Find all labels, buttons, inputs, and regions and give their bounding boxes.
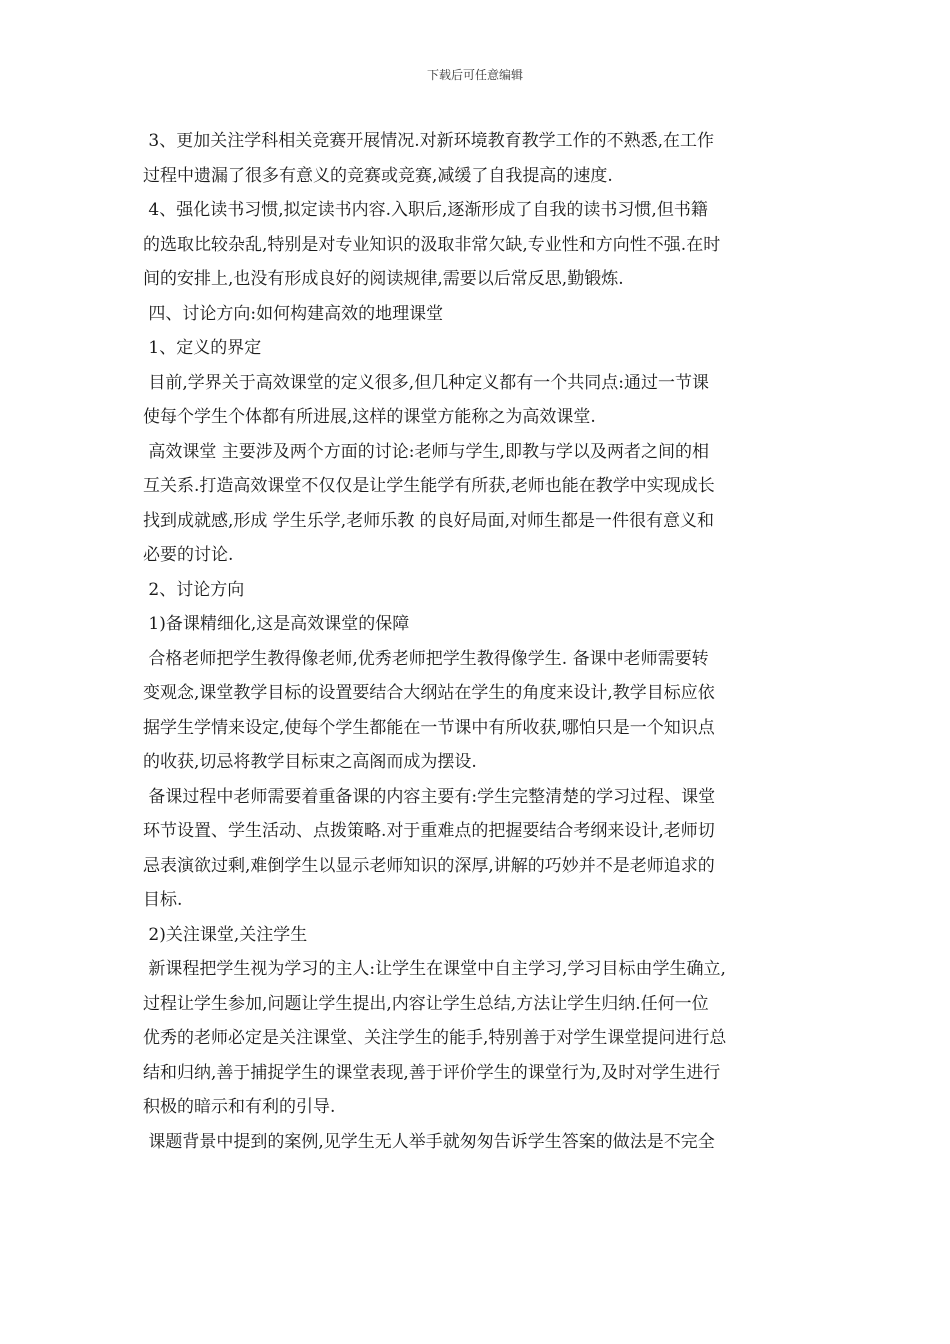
paragraph-line: 4、强化读书习惯,拟定读书内容.入职后,逐渐形成了自我的读书习惯,但书籍 [143,200,708,220]
paragraph-line: 变观念,课堂教学目标的设置要结合大纲站在学生的角度来设计,教学目标应依 [143,683,715,703]
paragraph-line: 找到成就感,形成 学生乐学,老师乐教 的良好局面,对师生都是一件很有意义和 [143,510,715,531]
paragraph-line: 过程中遗漏了很多有意义的竞赛或竞赛,减缓了自我提高的速度. [143,165,613,186]
paragraph-line: 的选取比较杂乱,特别是对专业知识的汲取非常欠缺,专业性和方向性不强.在时 [143,234,721,255]
paragraph-line: 过程让学生参加,问题让学生提出,内容让学生总结,方法让学生归纳.任何一位 [143,993,709,1014]
paragraph-line: 目标. [143,890,183,910]
paragraph-line: 使每个学生个体都有所进展,这样的课堂方能称之为高效课堂. [143,407,596,427]
paragraph-line: 1、定义的界定 [143,338,262,358]
paragraph-line: 忌表演欲过剩,难倒学生以显示老师知识的深厚,讲解的巧妙并不是老师追求的 [143,855,715,876]
paragraph-line: 优秀的老师必定是关注课堂、关注学生的能手,特别善于对学生课堂提问进行总 [143,1028,727,1048]
paragraph-line: 高效课堂 主要涉及两个方面的讨论:老师与学生,即教与学以及两者之间的相 [143,441,709,462]
paragraph-line: 必要的讨论. [143,545,234,565]
paragraph-line: 间的安排上,也没有形成良好的阅读规律,需要以后常反思,勤锻炼. [143,269,624,289]
paragraph-line: 环节设置、学生活动、点拨策略.对于重难点的把握要结合考纲来设计,老师切 [143,821,715,841]
paragraph-line: 目前,学界关于高效课堂的定义很多,但几种定义都有一个共同点:通过一节课 [143,372,709,393]
body-text [143,124,809,1159]
paragraph-line: 新课程把学生视为学习的主人:让学生在课堂中自主学习,学习目标由学生确立, [143,959,726,979]
paragraph-line: 1)备课精细化,这是高效课堂的保障 [143,614,410,634]
paragraph-line: 结和归纳,善于捕捉学生的课堂表现,善于评价学生的课堂行为,及时对学生进行 [143,1062,721,1083]
paragraph-line: 互关系.打造高效课堂不仅仅是让学生能学有所获,老师也能在教学中实现成长 [143,476,715,496]
page-header: 下载后可任意编辑 [426,68,523,82]
paragraph-line: 合格老师把学生教得像老师,优秀老师把学生教得像学生. 备课中老师需要转 [143,648,709,669]
paragraph-line: 积极的暗示和有利的引导. [143,1097,336,1117]
paragraph-line: 3、更加关注学科相关竞赛开展情况.对新环境教育教学工作的不熟悉,在工作 [143,131,715,151]
paragraph-line: 备课过程中老师需要着重备课的内容主要有:学生完整清楚的学习过程、课堂 [143,786,716,807]
paragraph-line: 据学生学情来设定,使每个学生都能在一节课中有所收获,哪怕只是一个知识点 [143,717,715,738]
paragraph-line: 2、讨论方向 [143,579,245,600]
paragraph-line: 的收获,切忌将教学目标束之高阁而成为摆设. [143,752,477,772]
paragraph-line: 课题背景中提到的案例,见学生无人举手就匆匆告诉学生答案的做法是不完全 [143,1131,715,1152]
paragraph-line: 四、讨论方向:如何构建高效的地理课堂 [143,303,444,324]
paragraph-line: 2)关注课堂,关注学生 [143,924,308,945]
